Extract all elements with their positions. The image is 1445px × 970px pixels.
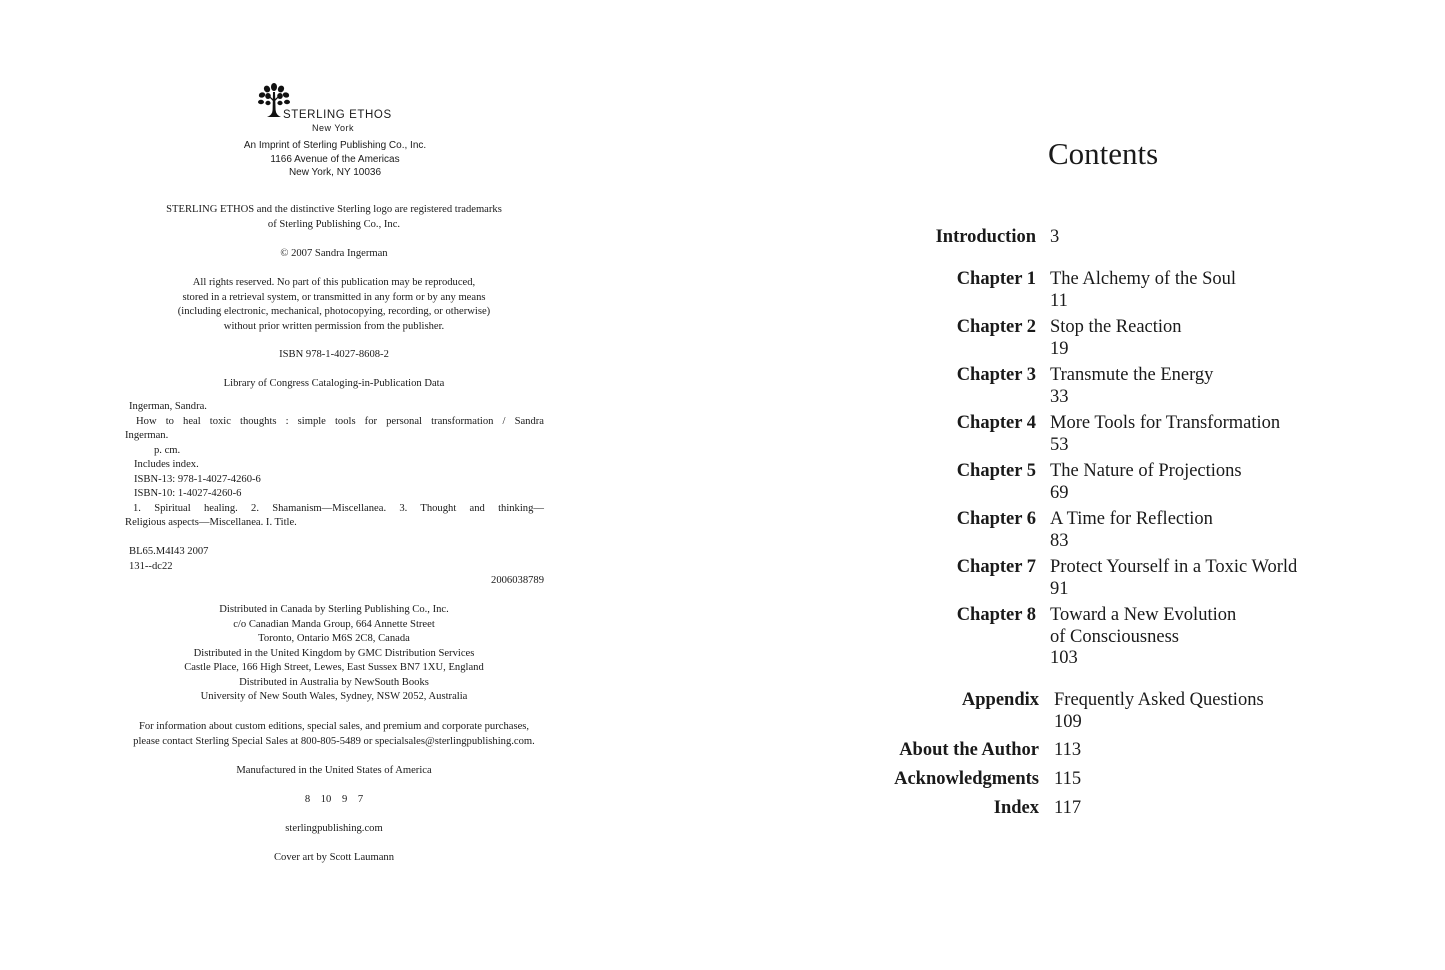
trademark-notice [100,203,568,232]
cip-dewey: 131--dc22 [129,560,173,572]
toc-label: About the Author [899,740,1039,760]
toc-page-number: 69 [1050,482,1069,503]
distribution-line: Toronto, Ontario M6S 2C8, Canada [258,633,410,644]
special-sales-info [100,720,568,749]
sales-line: please contact Sterling Special Sales at 800-805-5489 or specialsales@sterlingpublishing.com. [133,735,535,747]
logo-wordmark: STERLING ETHOS [283,109,392,121]
toc-page-number: 33 [1050,386,1069,407]
distribution-line: c/o Canadian Manda Group, 664 Annette Street [233,618,435,630]
toc-label: Chapter 3 [956,365,1036,385]
trademark-line: of Sterling Publishing Co., Inc. [267,218,401,230]
cover-art-credit: Cover art by Scott Laumann [273,852,395,863]
distribution-line: Distributed in Canada by Sterling Publishing Co., Inc. [219,604,449,615]
toc-page-number: 113 [1054,740,1082,760]
manufactured-line: Manufactured in the United States of America [236,765,432,776]
toc-chapter-title: The Nature of Projections [1050,461,1242,481]
toc-label: Chapter 2 [956,317,1036,337]
cip-isbn10: ISBN-10: 1-4027-4260-6 [134,488,242,499]
toc-chapter-title-cont: of Consciousness [1050,626,1179,647]
cip-isbn13: ISBN-13: 978-1-4027-4260-6 [134,473,261,485]
rights-line: without prior written permission from the publisher. [223,320,445,332]
website-link[interactable]: sterlingpublishing.com [285,823,383,834]
cip-data [125,400,544,589]
copyright-line: © 2007 Sandra Ingerman [280,248,388,259]
cip-author: Ingerman, Sandra. [129,401,207,412]
toc-label: Chapter 4 [956,413,1036,433]
distribution-line: Castle Place, 166 High Street, Lewes, East Sussex BN7 1XU, England [184,662,484,673]
imprint-address [140,139,530,180]
toc-chapter-title: A Time for Reflection [1050,509,1213,529]
cip-pages: p. cm. [154,444,181,456]
logo-city: New York [312,123,355,133]
distribution-line: Distributed in the United Kingdom by GMC Distribution Services [193,647,475,659]
distribution-info [100,603,568,705]
rights-line: All rights reserved. No part of this publication may be reproduced, [192,277,476,288]
page-title: Contents [1048,136,1159,171]
toc-label: Introduction [935,227,1036,247]
cip-subjects: 1. Spiritual healing. 2. Shamanism—Miscellanea. 3. Thought and thinking— [133,502,544,514]
cip-lccn: 2006038789 [491,575,544,586]
toc-label: Chapter 1 [956,269,1036,289]
distribution-line: University of New South Wales, Sydney, NSW 2052, Australia [200,691,468,702]
toc-label: Index [993,798,1039,818]
sales-line: For information about custom editions, special sales, and premium and corporate purchases, [138,721,530,732]
isbn: ISBN 978-1-4027-8608-2 [279,349,389,360]
toc-page-number: 11 [1050,290,1068,311]
toc-chapter-title: The Alchemy of the Soul [1050,269,1236,289]
rights-notice [100,276,568,334]
toc-page-number: 103 [1050,648,1078,668]
toc-page-number: 53 [1050,434,1069,455]
toc-label: Chapter 6 [956,509,1036,529]
toc-page-number: 3 [1050,227,1060,247]
contents-page [722,0,1445,970]
cip-heading: Library of Congress Cataloging-in-Publication Data [223,378,445,389]
imprint-line: 1166 Avenue of the Americas [270,153,400,165]
toc-page-number: 109 [1054,711,1082,732]
toc-chapter-title: Toward a New Evolution [1050,605,1237,625]
toc-label: Appendix [961,690,1039,710]
cip-subjects-cont: Religious aspects—Miscellanea. I. Title. [125,517,297,528]
toc-page-number: 83 [1050,530,1069,551]
rights-line: (including electronic, mechanical, photocopying, recording, or otherwise) [177,306,491,317]
toc-chapter-title: Stop the Reaction [1050,317,1182,337]
toc-page-number: 117 [1054,798,1082,818]
trademark-line: STERLING ETHOS and the distinctive Sterling logo are registered trademarks [166,204,502,215]
imprint-line: An Imprint of Sterling Publishing Co., Inc. [243,140,427,151]
toc-page-number: 91 [1050,578,1069,599]
cip-index: Includes index. [134,459,199,470]
toc-chapter-title: Frequently Asked Questions [1054,690,1264,710]
distribution-line: Distributed in Australia by NewSouth Books [239,676,429,688]
toc-chapter-title: Protect Yourself in a Toxic World [1050,557,1298,577]
toc-label: Chapter 7 [956,557,1036,577]
cip-title-cont: Ingerman. [125,430,169,441]
imprint-line: New York, NY 10036 [288,167,382,178]
copyright-page [0,0,722,970]
toc-label: Chapter 8 [956,605,1036,625]
cip-call-number: BL65.M4I43 2007 [129,546,209,557]
toc-chapter-title: Transmute the Energy [1050,365,1214,385]
rights-line: stored in a retrieval system, or transmitted in any form or by any means [182,291,486,303]
printing-line: 8 10 9 7 [304,794,364,805]
cip-title: How to heal toxic thoughts : simple tools for personal transformation / Sandra [136,415,544,427]
toc-label: Acknowledgments [894,769,1039,789]
toc-page-number: 19 [1050,338,1069,359]
toc-page-number: 115 [1054,769,1082,789]
toc-label: Chapter 5 [956,461,1036,481]
toc-chapter-title: More Tools for Transformation [1050,413,1281,433]
